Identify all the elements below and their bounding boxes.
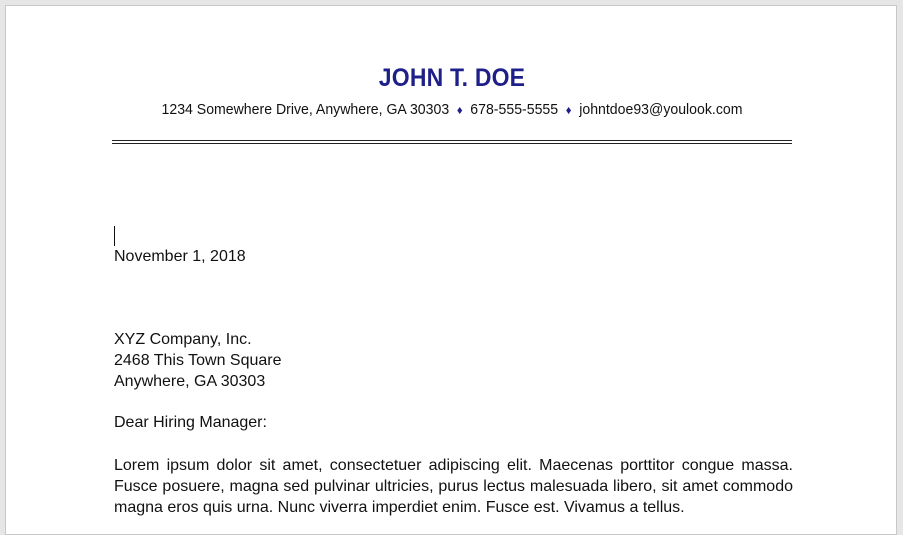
contact-line	[33, 101, 871, 118]
contact-phone: 678-555-5555	[470, 101, 559, 118]
recipient-company: XYZ Company, Inc.	[114, 331, 252, 348]
diamond-separator-icon: ♦	[456, 103, 463, 117]
diamond-separator-icon: ♦	[565, 103, 572, 117]
header-divider-top	[112, 140, 792, 141]
body-paragraph: Lorem ipsum dolor sit amet, consectetuer adipiscing elit. Maecenas porttitor congue massa. Fusce posuere, magna sed pulvinar ultricies, purus lectus malesuada libero, sit amet commodo magna eros quis urna. Nunc viverra imperdiet enim. Fusce est. Vivamus a tellus.	[114, 457, 793, 516]
document-page[interactable]	[5, 5, 897, 535]
salutation: Dear Hiring Manager:	[114, 414, 267, 431]
applicant-name: JOHN T. DOE	[378, 64, 526, 92]
recipient-city: Anywhere, GA 30303	[114, 373, 266, 390]
contact-address: 1234 Somewhere Drive, Anywhere, GA 30303	[161, 101, 450, 118]
header-divider-bottom	[112, 143, 792, 144]
text-cursor	[114, 226, 115, 246]
contact-email: johntdoe93@youlook.com	[579, 101, 743, 118]
letter-date: November 1, 2018	[114, 248, 246, 265]
recipient-street: 2468 This Town Square	[114, 352, 282, 369]
